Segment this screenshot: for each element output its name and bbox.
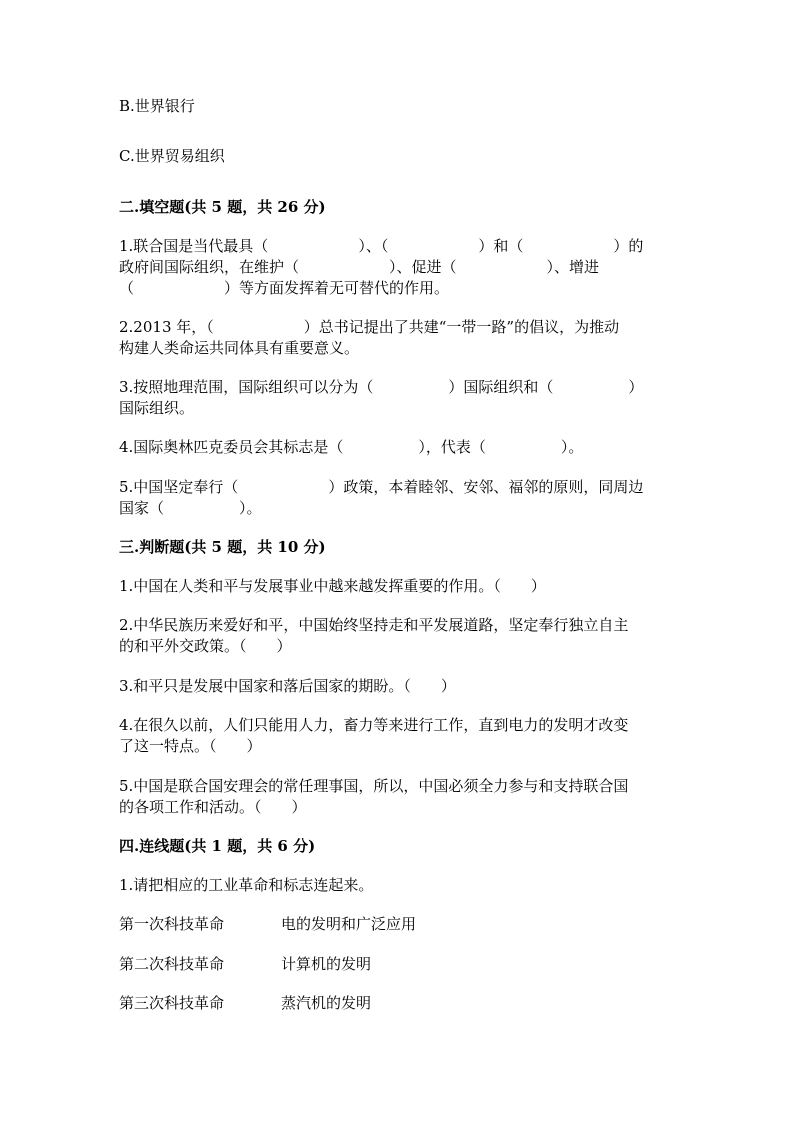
question-line: 国家（ ）。 xyxy=(119,499,262,517)
question-line: 国际组织。 xyxy=(119,399,195,417)
question-line: 4.国际奥林匹克委员会其标志是（ ），代表（ ）。 xyxy=(119,438,584,456)
question-line: 5.中国是联合国安理会的常任理事国，所以，中国必须全力参与和支持联合国 xyxy=(119,777,629,795)
question-line: 政府间国际组织，在维护（ ）、促进（ ）、增进 xyxy=(119,258,600,276)
question-line: 1.中国在人类和平与发展事业中越来越发挥重要的作用。（ ） xyxy=(119,577,546,595)
question-line: 2.中华民族历来爱好和平，中国始终坚持走和平发展道路，坚定奉行独立自主 xyxy=(119,616,629,634)
question-line: 3.按照地理范围，国际组织可以分为（ ）国际组织和（ ） xyxy=(119,378,644,396)
section-heading-fill: 二.填空题(共 5 题，共 26 分) xyxy=(119,198,326,216)
match-left-item: 第一次科技革命 xyxy=(119,915,225,933)
question-line: 3.和平只是发展中国家和落后国家的期盼。（ ） xyxy=(119,677,456,695)
match-right-item: 蒸汽机的发明 xyxy=(281,994,372,1012)
match-left-item: 第三次科技革命 xyxy=(119,994,225,1012)
question-line: 2.2013 年，（ ）总书记提出了共建“一带一路”的倡议，为推动 xyxy=(119,318,620,336)
question-line: 4.在很久以前，人们只能用人力，畜力等来进行工作，直到电力的发明才改变 xyxy=(119,716,629,734)
option-b: B.世界银行 xyxy=(119,97,195,115)
option-c: C.世界贸易组织 xyxy=(119,147,225,165)
match-instruction: 1.请把相应的工业革命和标志连起来。 xyxy=(119,876,374,894)
match-right-item: 电的发明和广泛应用 xyxy=(281,915,417,933)
match-left-item: 第二次科技革命 xyxy=(119,955,225,973)
question-line: （ ）等方面发挥着无可替代的作用。 xyxy=(119,279,450,297)
question-line: 构建人类命运共同体具有重要意义。 xyxy=(119,339,360,357)
question-line: 的和平外交政策。（ ） xyxy=(119,637,292,655)
question-line: 了这一特点。（ ） xyxy=(119,737,262,755)
question-line: 1.联合国是当代最具（ ）、（ ）和（ ）的 xyxy=(119,237,644,255)
match-right-item: 计算机的发明 xyxy=(281,955,372,973)
question-line: 5.中国坚定奉行（ ）政策，本着睦邻、安邻、福邻的原则，同周边 xyxy=(119,478,644,496)
section-heading-judge: 三.判断题(共 5 题，共 10 分) xyxy=(119,538,326,556)
question-line: 的各项工作和活动。（ ） xyxy=(119,798,307,816)
section-heading-match: 四.连线题(共 1 题，共 6 分) xyxy=(119,837,316,855)
